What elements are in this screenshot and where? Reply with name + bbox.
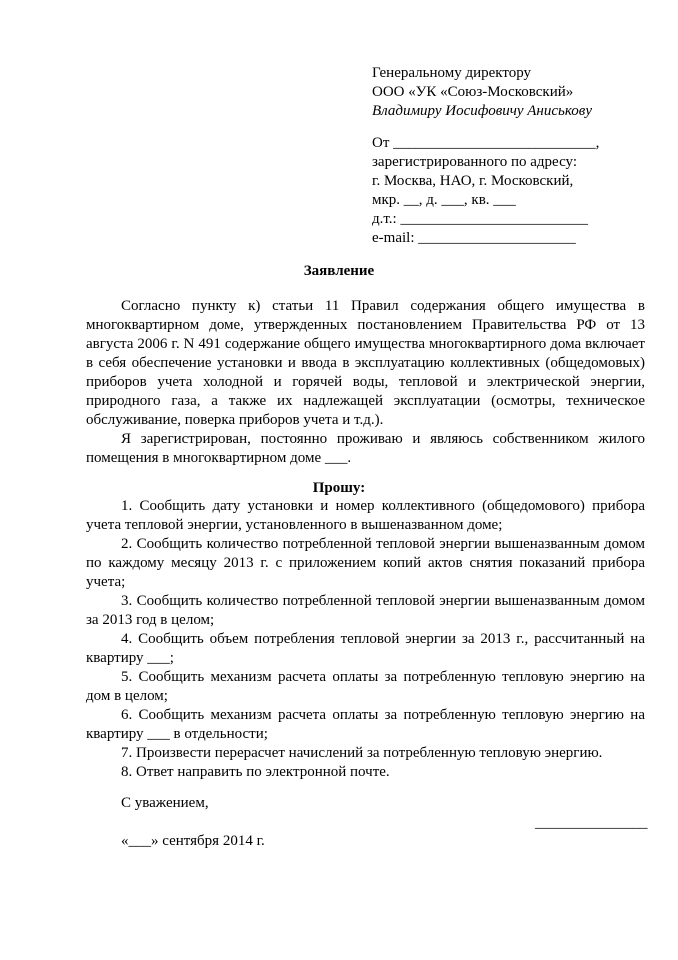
request-item: 8. Ответ направить по электронной почте. (121, 764, 390, 780)
document-date: «___» сентября 2014 г. (121, 833, 265, 849)
closing-phrase: С уважением, (121, 795, 209, 811)
document-title: Заявление (303, 263, 375, 279)
paragraph: Я зарегистрирован, постоянно проживаю и являюсь собственником жилого помещения в многоквартирном доме ___. (86, 431, 645, 466)
request-item: 3. Сообщить количество потребленной тепловой энергии вышеназванным домом за 2013 год в целом; (86, 593, 645, 628)
request-list (86, 497, 645, 782)
request-heading: Прошу: (312, 480, 366, 496)
request-item: 6. Сообщить механизм расчета оплаты за потребленную тепловую энергию на квартиру ___ в отдельности; (86, 707, 645, 742)
signature-line: _______________ (535, 815, 648, 831)
addressee-block (372, 64, 662, 248)
addressee-company: ООО «УК «Союз-Московский» (372, 84, 574, 100)
request-item: 4. Сообщить объем потребления тепловой энергии за 2013 г., рассчитанный на квартиру ___; (86, 631, 645, 666)
statement-body (86, 297, 645, 468)
sender-email: e-mail: _____________________ (372, 230, 576, 246)
addressee-name: Владимиру Иосифовичу Аниськову (372, 103, 592, 119)
addressee-position: Генеральному директору (372, 65, 532, 81)
request-item: 5. Сообщить механизм расчета оплаты за потребленную тепловую энергию на дом в целом; (86, 669, 645, 704)
sender-from: От ___________________________, (372, 135, 600, 151)
request-item: 2. Сообщить количество потребленной тепловой энергии вышеназванным домом по каждому месяцу 2013 г. с приложением копий актов снятия показаний прибора учета; (86, 536, 645, 590)
request-item: 7. Произвести перерасчет начислений за потребленную тепловую энергию. (121, 745, 603, 761)
sender-district: мкр. __, д. ___, кв. ___ (372, 192, 516, 208)
sender-registered: зарегистрированного по адресу: (372, 154, 577, 170)
request-item: 1. Сообщить дату установки и номер коллективного (общедомового) прибора учета тепловой энергии, установленного в вышеназванном доме; (86, 498, 645, 533)
sender-phone: д.т.: _________________________ (372, 211, 588, 227)
paragraph: Согласно пункту к) статьи 11 Правил содержания общего имущества в многоквартирном доме, утвержденных постановлением Правительства РФ от 13 августа 2006 г. N 491 содержание общего имущества многоквартирного дома включает в себя обеспечение установки и ввода в эксплуатацию коллективных (общедомовых) приборов учета холодной и горячей воды, тепловой и электрической энергии, природного газа, а также их надлежащей эксплуатации (осмотры, техническое обслуживание, поверка приборов учета и т.д.). (86, 298, 645, 428)
sender-city: г. Москва, НАО, г. Московский, (372, 173, 574, 189)
